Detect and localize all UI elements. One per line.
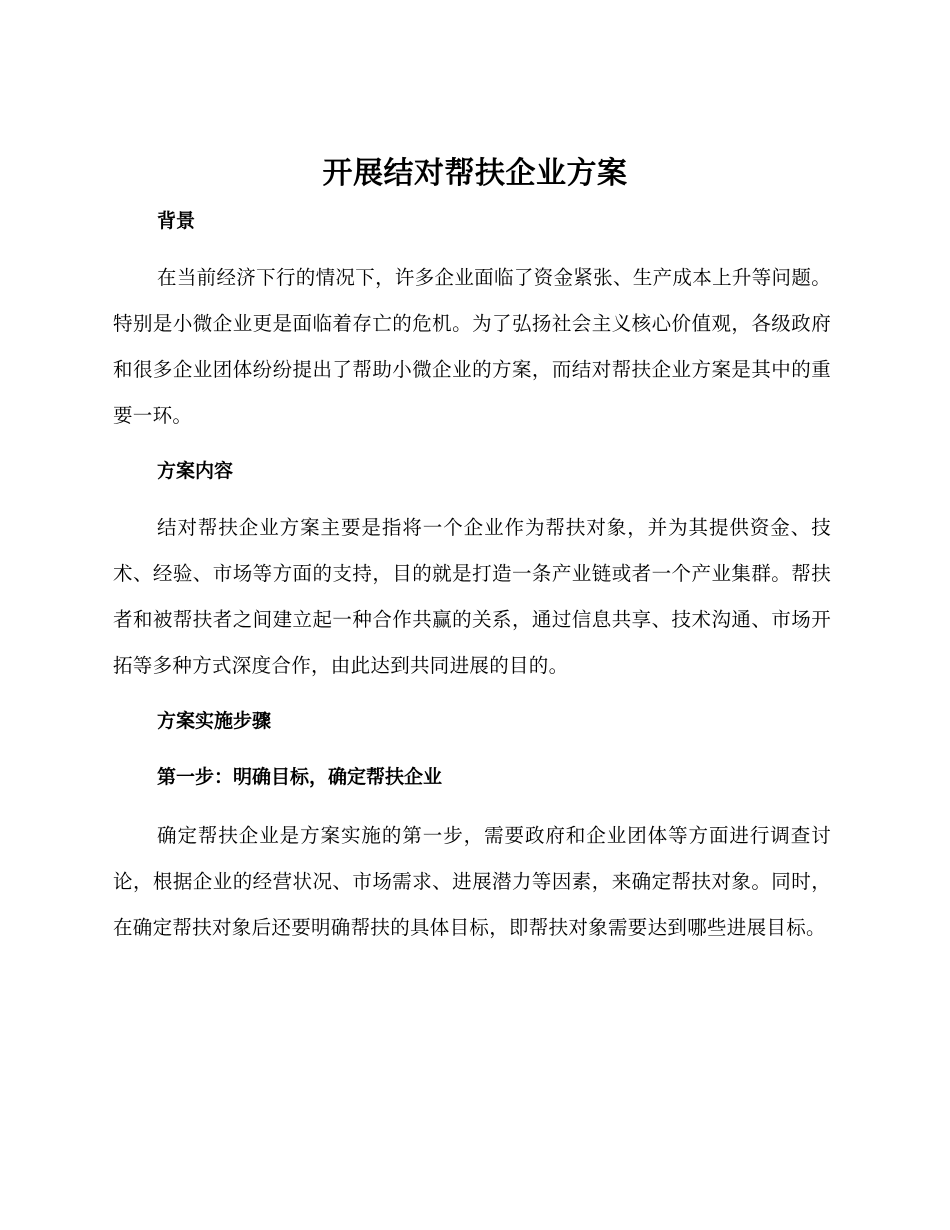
section-heading-plan-content: 方案内容 [157,460,234,482]
document-title: 开展结对帮扶企业方案 [322,156,628,191]
step-one-heading: 第一步：明确目标，确定帮扶企业 [157,766,443,788]
step-one-paragraph: 确定帮扶企业是方案实施的第一步，需要政府和企业团体等方面进行调查讨论，根据企业的经营状况、市场需求、进展潜力等因素，来确定帮扶对象。同时，在确定帮扶对象后还要明确帮扶的具体目标，即帮扶对象需要达到哪些进展目标。 [113,824,831,939]
section-paragraph-background: 在当前经济下行的情况下，许多企业面临了资金紧张、生产成本上升等问题。特别是小微企业更是面临着存亡的危机。为了弘扬社会主义核心价值观，各级政府和很多企业团体纷纷提出了帮助小微企业的方案，而结对帮扶企业方案是其中的重要一环。 [113,266,831,427]
section-paragraph-plan-content: 结对帮扶企业方案主要是指将一个企业作为帮扶对象，并为其提供资金、技术、经验、市场等方面的支持，目的就是打造一条产业链或者一个产业集群。帮扶者和被帮扶者之间建立起一种合作共赢的关系，通过信息共享、技术沟通、市场开拓等多种方式深度合作，由此达到共同进展的目的。 [113,516,831,677]
section-heading-implementation-steps: 方案实施步骤 [157,710,272,732]
section-heading-background: 背景 [157,210,196,232]
